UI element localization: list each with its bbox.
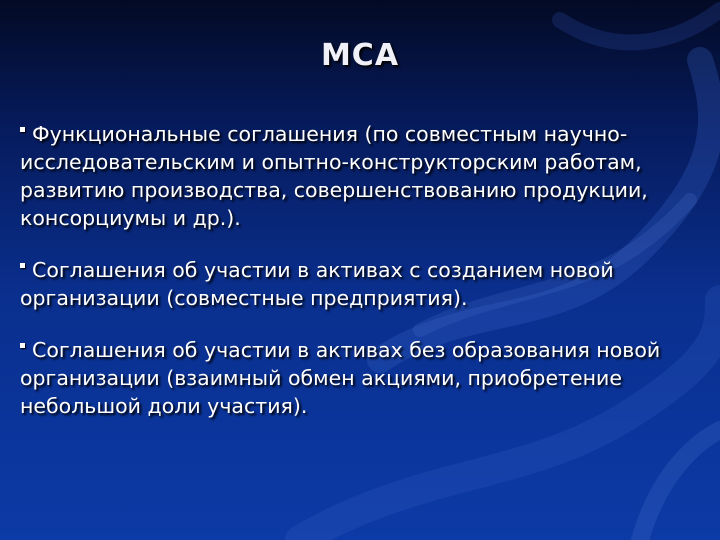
- slide-title: МСА: [320, 38, 400, 73]
- bullet-text: Соглашения об участии в активах с созданием новой организации (совместные предприятия).: [20, 258, 614, 310]
- bullet-item: [20, 256, 705, 312]
- bullet-item: [20, 336, 705, 420]
- bullet-item: [20, 120, 705, 232]
- bullet-square-icon: [20, 343, 25, 348]
- bullet-square-icon: [20, 263, 25, 268]
- bullet-square-icon: [20, 127, 25, 132]
- bullet-text: Соглашения об участии в активах без образования новой организации (взаимный обмен акциями, приобретение небольшой доли участия).: [20, 338, 661, 418]
- bullet-list: [20, 120, 705, 444]
- bullet-text: Функциональные соглашения (по совместным научно-исследовательским и опытно-конструкторским работам, развитию производства, совершенствованию продукции, консорциумы и др.).: [20, 122, 648, 230]
